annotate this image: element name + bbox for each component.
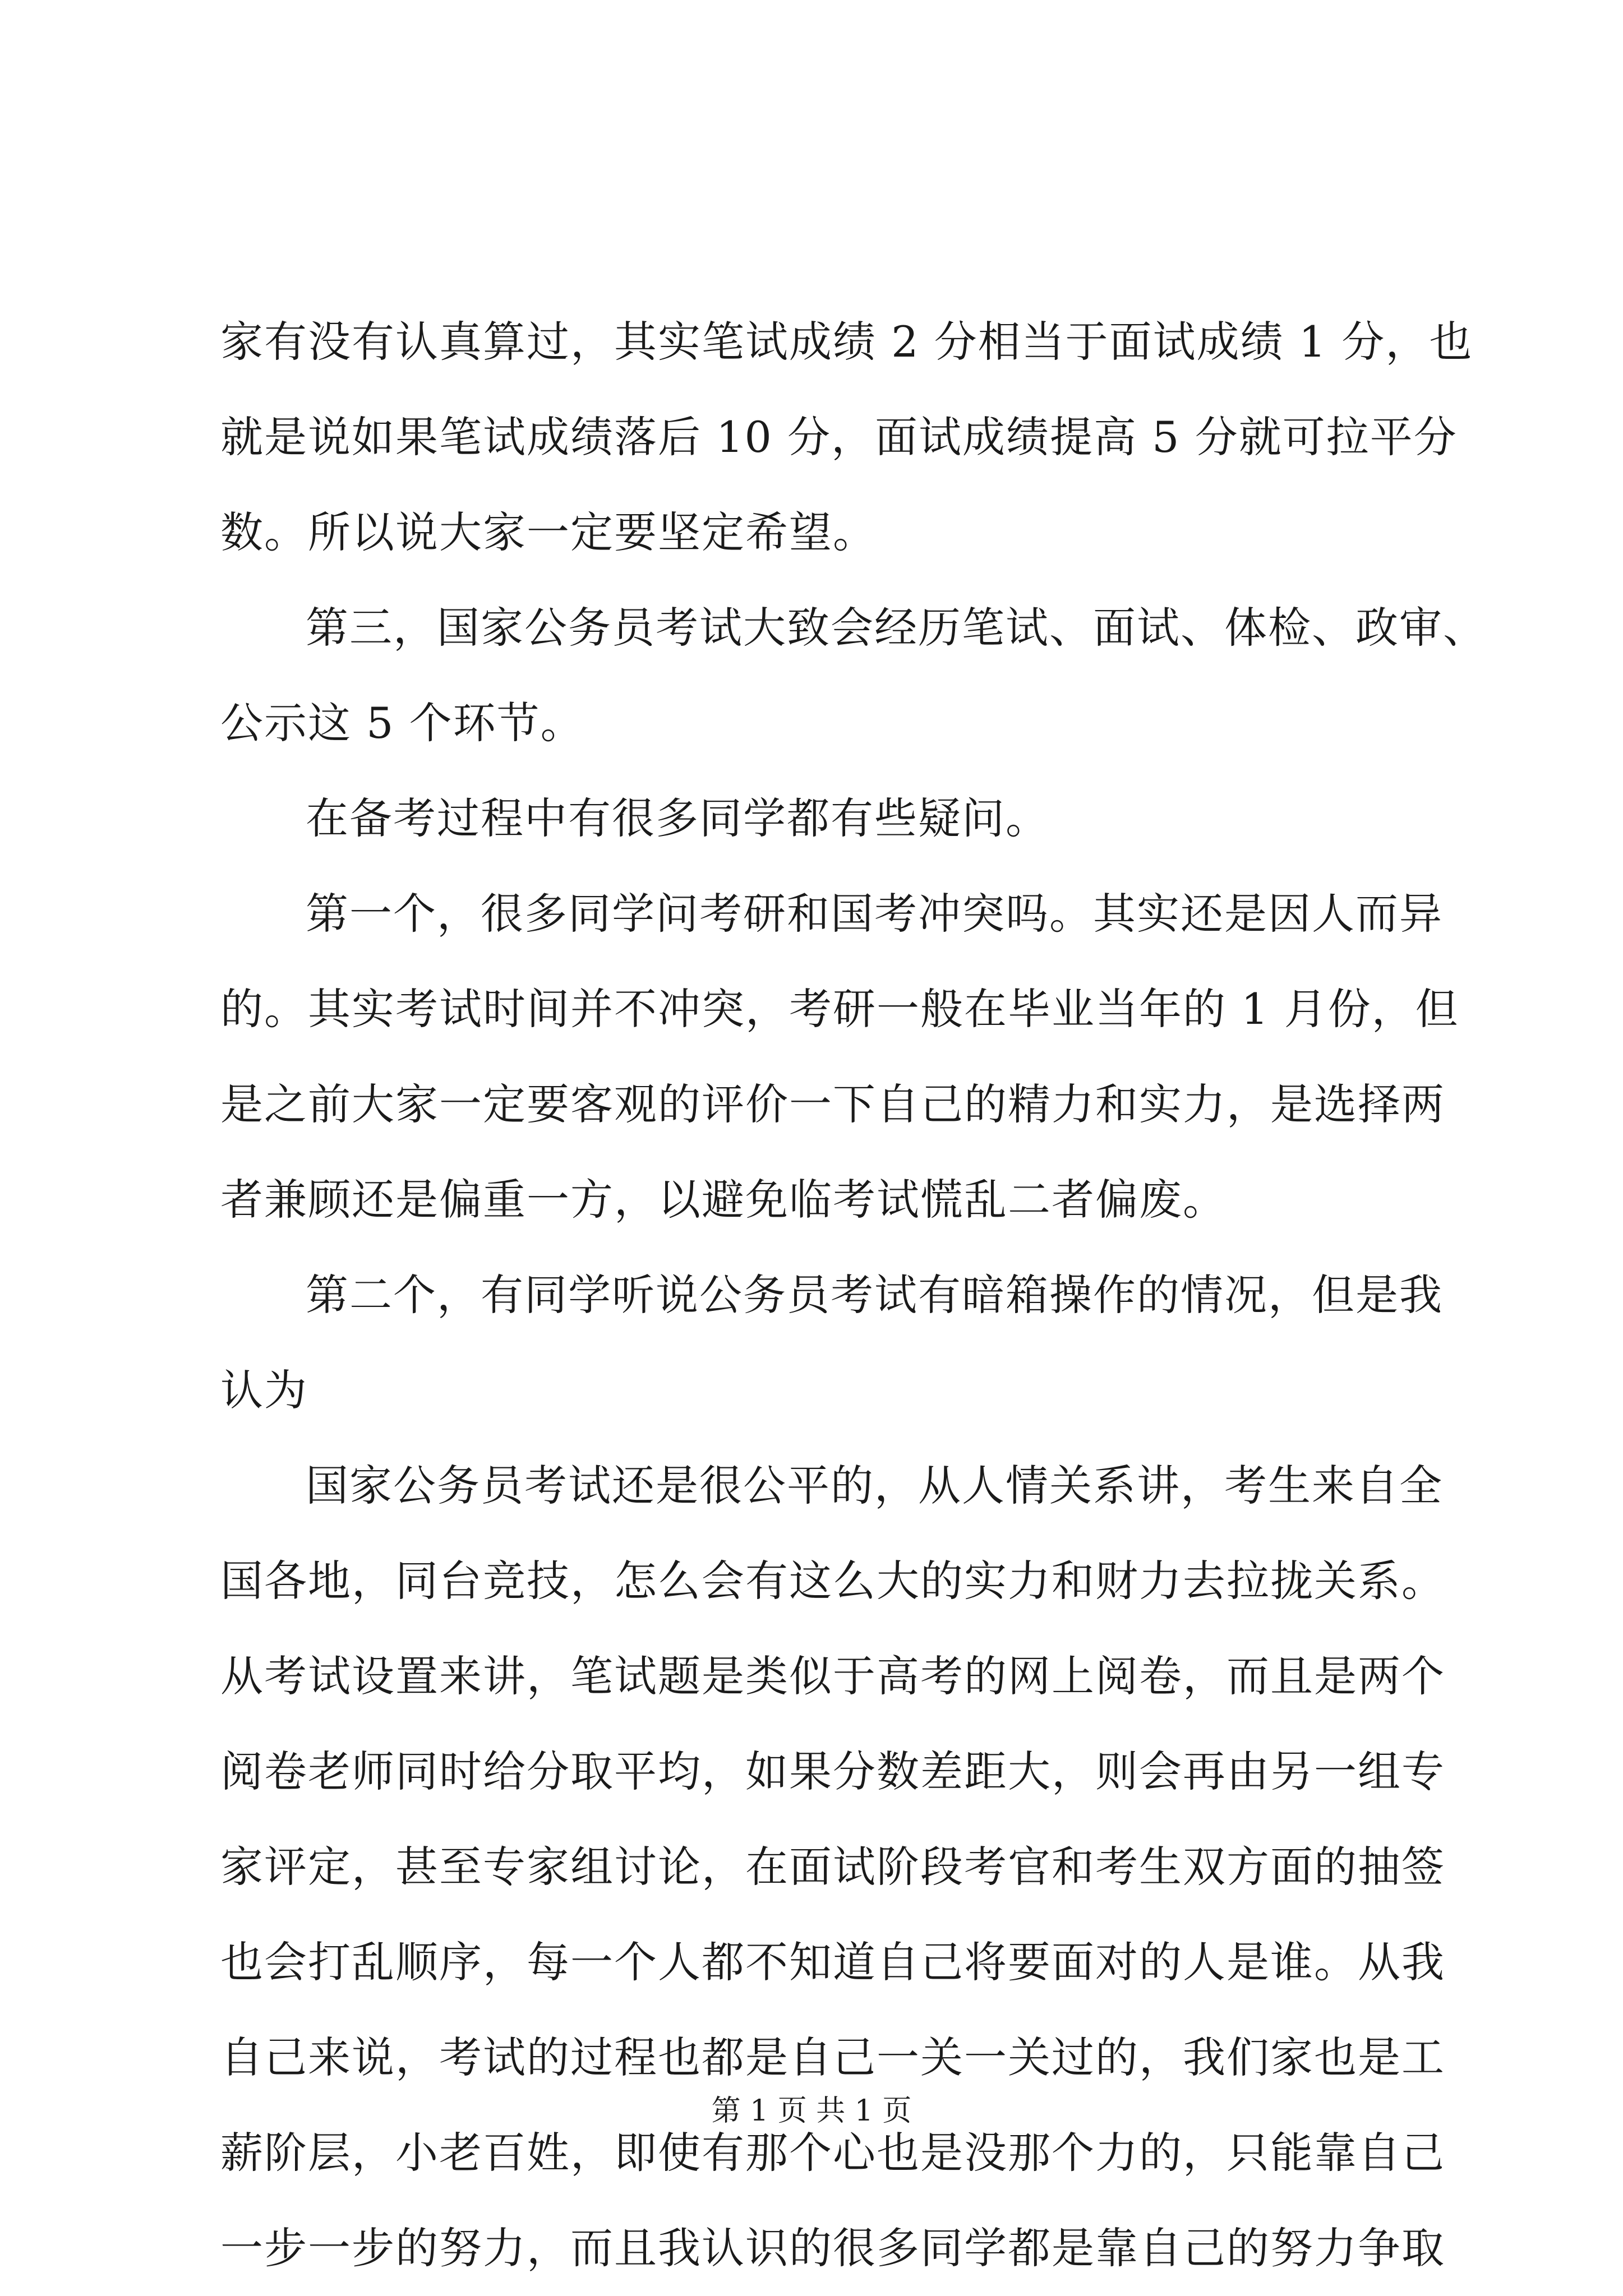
text-line: 第一个，很多同学问考研和国考冲突吗。其实还是因人而异 — [306, 889, 1443, 939]
document-body — [220, 294, 1487, 2296]
text-line: 认为 — [220, 1365, 308, 1415]
text-line: 家有没有认真算过，其实笔试成绩 2 分相当于面试成绩 1 分，也 — [220, 317, 1473, 367]
text-line: 是之前大家一定要客观的评价一下自己的精力和实力，是选择两 — [220, 1079, 1445, 1129]
text-line: 就是说如果笔试成绩落后 10 分，面试成绩提高 5 分就可拉平分 — [220, 412, 1458, 462]
text-line: 第二个，有同学听说公务员考试有暗箱操作的情况，但是我 — [306, 1270, 1443, 1320]
text-line: 从考试设置来讲，笔试题是类似于高考的网上阅卷，而且是两个 — [220, 1651, 1445, 1701]
text-line: 家评定，甚至专家组讨论，在面试阶段考官和考生双方面的抽签 — [220, 1842, 1445, 1892]
text-line: 的。其实考试时间并不冲突，考研一般在毕业当年的 1 月份，但 — [220, 984, 1459, 1034]
text-line: 国家公务员考试还是很公平的，从人情关系讲，考生来自全 — [306, 1461, 1443, 1510]
text-line: 公示这 5 个环节。 — [220, 698, 584, 748]
text-line: 也会打乱顺序，每一个人都不知道自己将要面对的人是谁。从我 — [220, 1937, 1445, 1987]
text-line: 薪阶层，小老百姓，即使有那个心也是没那个力的，只能靠自己 — [220, 2128, 1445, 2178]
text-line: 数。所以说大家一定要坚定希望。 — [220, 507, 877, 557]
text-line: 第三，国家公务员考试大致会经历笔试、面试、体检、政审、 — [306, 603, 1487, 653]
text-line: 一步一步的努力，而且我认识的很多同学都是靠自己的努力争取 — [220, 2223, 1445, 2273]
text-line: 在备考过程中有很多同学都有些疑问。 — [306, 793, 1049, 843]
text-line: 者兼顾还是偏重一方，以避免临考试慌乱二者偏废。 — [220, 1175, 1227, 1225]
text-line: 自己来说，考试的过程也都是自己一关一关过的，我们家也是工 — [220, 2032, 1445, 2082]
text-line: 国各地，同台竞技，怎么会有这么大的实力和财力去拉拢关系。 — [220, 1556, 1445, 1606]
text-line: 阅卷老师同时给分取平均，如果分数差距大，则会再由另一组专 — [220, 1747, 1445, 1796]
page-footer: 第 1 页 共 1 页 — [711, 2094, 912, 2128]
